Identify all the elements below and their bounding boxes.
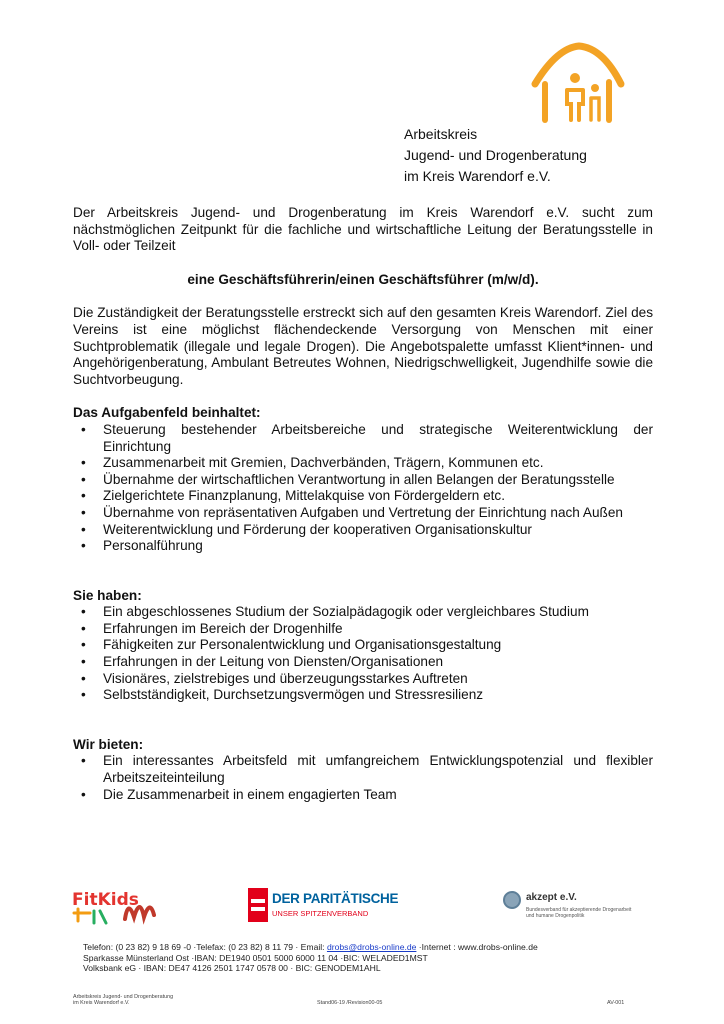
akzept-sub-line-2: und humane Drogenpolitik <box>526 913 585 919</box>
list-item: • Visionäres, zielstrebiges und überzeugungsstarkes Auftreten <box>103 671 653 688</box>
list-item: • Selbstständigkeit, Durchsetzungsvermögen und Stressresilienz <box>103 687 653 704</box>
list-item: • Fähigkeiten zur Personalentwicklung und Organisationsgestaltung <box>103 637 653 654</box>
list-item: • Zusammenarbeit mit Gremien, Dachverbänden, Trägern, Kommunen etc. <box>103 455 653 472</box>
requirements-list <box>73 604 653 704</box>
job-posting <box>73 205 653 803</box>
contact-phone-fax: Telefon: (0 23 82) 9 18 69 -0 ·Telefax: (0 23 82) 8 11 79 · Email: <box>83 942 327 952</box>
org-line-1: Arbeitskreis <box>404 126 478 142</box>
email-link[interactable]: drobs@drobs-online.de <box>326 942 417 952</box>
list-item: • Zielgerichtete Finanzplanung, Mittelakquise von Fördergeldern etc. <box>103 488 653 505</box>
list-item: • Übernahme von repräsentativen Aufgaben und Vertretung der Einrichtung nach Außen <box>103 505 653 522</box>
contact-internet: ·Internet : www.drobs-online.de <box>416 942 538 952</box>
offer-list <box>73 753 653 803</box>
tasks-heading: Das Aufgabenfeld beinhaltet: <box>73 405 261 421</box>
akzept-circle-icon <box>503 891 521 909</box>
list-item: • Die Zusammenarbeit in einem engagierten Team <box>103 787 653 804</box>
contact-line-3: Volksbank eG · IBAN: DE47 4126 2501 1747 0578 00 · BIC: GENODEM1AHL <box>83 963 381 974</box>
house-logo-icon <box>527 40 627 126</box>
paritaet-mark-icon <box>248 888 268 922</box>
paritaet-logo <box>248 888 399 922</box>
org-line-3: im Kreis Warendorf e.V. <box>404 168 551 184</box>
partner-logos <box>0 885 724 930</box>
offer-heading: Wir bieten: <box>73 736 144 752</box>
akzept-logo <box>503 891 653 925</box>
list-item: • Personalführung <box>103 538 653 555</box>
footer-meta-org <box>73 994 173 1006</box>
position-title: eine Geschäftsführerin/einen Geschäftsführer (m/w/d). <box>187 271 539 287</box>
akzept-subtitle <box>526 907 631 919</box>
list-item: • Erfahrungen im Bereich der Drogenhilfe <box>103 621 653 638</box>
footer-meta-revision: Stand06-19 /Revision00-05 <box>317 1000 383 1006</box>
meta-line-1: Arbeitskreis Jugend- und Drogenberatung <box>73 994 174 1000</box>
fitkids-logo-icon <box>70 887 160 927</box>
paritaet-subtitle: UNSER SPITZENVERBAND <box>272 909 369 918</box>
org-line-2: Jugend- und Drogenberatung <box>404 147 587 163</box>
akzept-name: akzept e.V. <box>526 892 577 903</box>
contact-line-2: Sparkasse Münsterland Ost ·IBAN: DE1940 0501 5000 6000 11 04 ·BIC: WELADED1MST <box>83 952 428 963</box>
list-item: • Übernahme der wirtschaftlichen Verantwortung in allen Belangen der Beratungsstelle <box>103 472 653 489</box>
fitkids-text: FitKids <box>72 890 139 910</box>
contact-line-1 <box>83 942 538 953</box>
list-item: • Ein interessantes Arbeitsfeld mit umfangreichem Entwicklungspotenzial und flexibler Arbeitszeiteinteilung <box>103 753 653 786</box>
meta-line-2: im Kreis Warendorf e.V. <box>73 1000 130 1007</box>
tasks-list <box>73 422 653 555</box>
list-item: • Steuerung bestehender Arbeitsbereiche und strategische Weiterentwicklung der Einrichtung <box>103 422 653 455</box>
requirements-heading: Sie haben: <box>73 587 142 603</box>
footer-meta-doc-id: AV-001 <box>607 1000 625 1006</box>
list-item: • Weiterentwicklung und Förderung der kooperativen Organisationskultur <box>103 522 653 539</box>
list-item: • Ein abgeschlossenes Studium der Sozialpädagogik oder vergleichbares Studium <box>103 604 653 621</box>
akzept-sub-line-1: Bundesverband für akzeptierende Drogenarbeit <box>526 907 632 913</box>
list-item: • Erfahrungen in der Leitung von Diensten/Organisationen <box>103 654 653 671</box>
organization-name <box>404 124 587 187</box>
description-paragraph: Die Zuständigkeit der Beratungsstelle erstreckt sich auf den gesamten Kreis Warendorf. Ziel des Vereins ist eine möglichst flächendeckende Versorgung von Menschen mit einer Suchtproblematik (illegale und legale Drogen). Die Angebotspalette umfasst Klient*innen- und Angehörigenberatung, Ambulant Betreutes Wohnen, Niedrigschwelligkeit, Jugendhilfe sowie die Suchtvorbeugung. <box>73 305 653 387</box>
contact-info <box>83 942 538 974</box>
intro-paragraph: Der Arbeitskreis Jugend- und Drogenberatung im Kreis Warendorf e.V. sucht zum nächstmöglichen Zeitpunkt für die fachliche und wirtschaftliche Leitung der Beratungsstelle in Voll- oder Teilzeit <box>73 205 653 254</box>
paritaet-name: DER PARITÄTISCHE <box>272 891 399 906</box>
